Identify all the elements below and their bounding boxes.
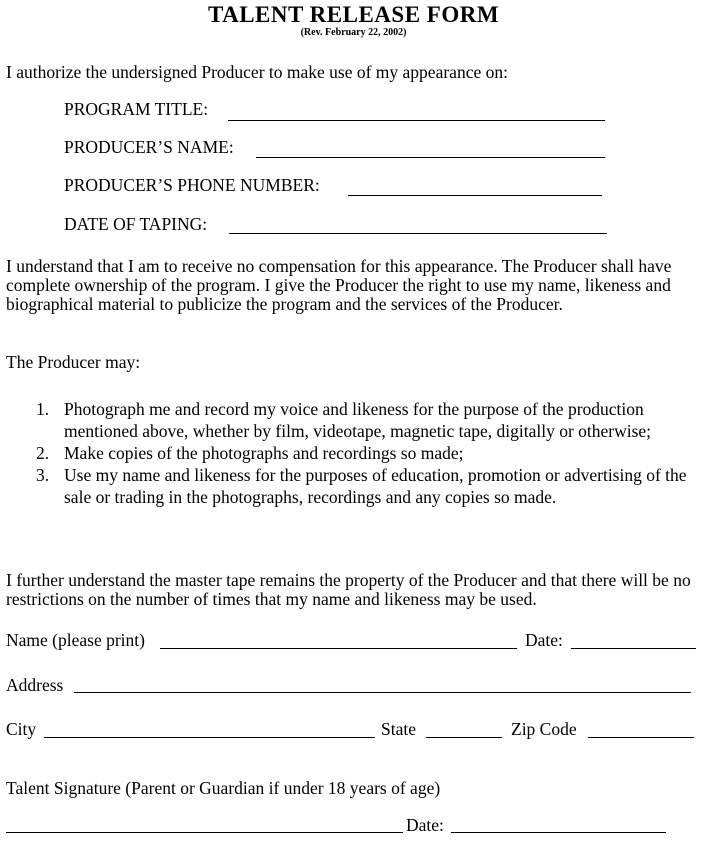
talent-signature-label: Talent Signature (Parent or Guardian if under 18 years of age) [6, 778, 441, 798]
talent-signature-input-line[interactable] [6, 832, 403, 833]
program-title-input-line[interactable] [228, 120, 605, 121]
list-item [30, 398, 695, 442]
date-input-line[interactable] [571, 648, 696, 649]
list-item-text: Make copies of the photographs and recordings so made; [64, 443, 464, 463]
rights-list [30, 398, 695, 508]
signature-date-label: Date: [406, 815, 444, 835]
list-item [30, 464, 695, 508]
name-input-line[interactable] [160, 648, 517, 649]
zip-code-input-line[interactable] [588, 737, 694, 738]
list-item-text: Photograph me and record my voice and likeness for the purpose of the production mentioned above, whether by film, videotape, magnetic tape, digitally or otherwise; [64, 399, 652, 441]
state-label: State [381, 719, 416, 739]
address-input-line[interactable] [74, 692, 691, 693]
city-label: City [6, 719, 37, 739]
compensation-paragraph: I understand that I am to receive no compensation for this appearance. The Producer shall have complete ownership of the program. I give the Producer the right to use my name, likeness and biographical material to publicize the program and the services of the Producer. [6, 256, 672, 314]
list-item-number: 1. [36, 399, 50, 419]
zip-code-label: Zip Code [511, 719, 577, 739]
signature-date-input-line[interactable] [451, 832, 666, 833]
revision-date: (Rev. February 22, 2002) [300, 27, 407, 38]
date-label: Date: [525, 630, 563, 650]
list-item-number: 2. [36, 443, 50, 463]
state-input-line[interactable] [426, 737, 502, 738]
producer-name-input-line[interactable] [256, 157, 605, 158]
intro-text: I authorize the undersigned Producer to make use of my appearance on: [6, 62, 508, 82]
program-title-label: PROGRAM TITLE: [64, 99, 209, 119]
address-label: Address [6, 675, 64, 695]
producer-phone-input-line[interactable] [348, 195, 602, 196]
producer-name-label: PRODUCER’S NAME: [64, 137, 234, 157]
list-item-text: Use my name and likeness for the purposes of education, promotion or advertising of the sale or trading in the photographs, recordings and any copies so made. [64, 465, 687, 507]
producer-phone-label: PRODUCER’S PHONE NUMBER: [64, 175, 320, 195]
city-input-line[interactable] [44, 737, 375, 738]
producer-may-heading: The Producer may: [6, 352, 141, 372]
name-label: Name (please print) [6, 630, 145, 650]
list-item-number: 3. [36, 465, 50, 485]
list-item [30, 442, 695, 464]
date-of-taping-input-line[interactable] [229, 233, 607, 234]
date-of-taping-label: DATE OF TAPING: [64, 214, 208, 234]
master-tape-paragraph: I further understand the master tape remains the property of the Producer and that there will be no restrictions on the number of times that my name and likeness may be used. [6, 570, 691, 609]
form-title: TALENT RELEASE FORM [207, 2, 500, 27]
